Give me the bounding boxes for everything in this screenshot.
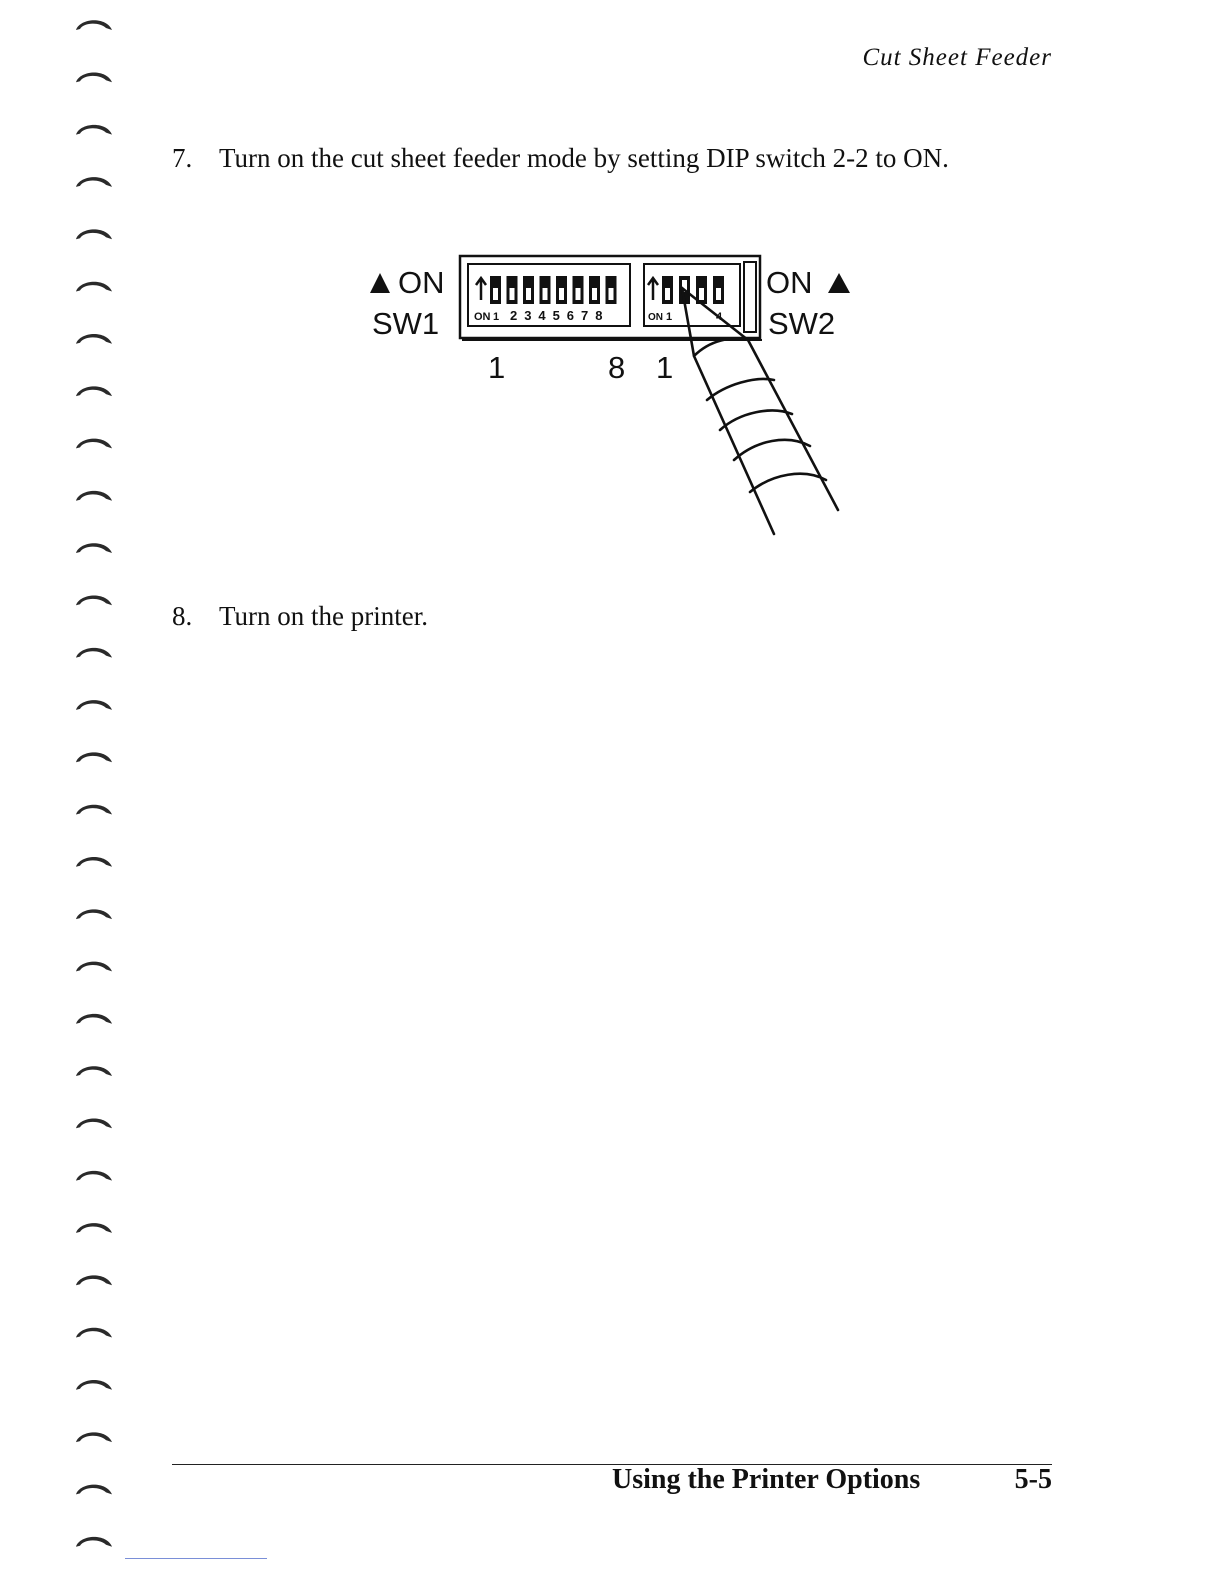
sw2-label: SW2 [768,306,836,341]
step-number: 7. [172,143,193,173]
binding-hole [76,700,112,710]
sw1-label: SW1 [372,306,440,341]
below-label-8: 8 [608,350,626,385]
binding-hole [76,752,112,762]
sw1-number: 3 [524,308,532,323]
binding-hole [76,857,112,867]
binding-hole [76,177,112,187]
binding-hole [76,648,112,658]
binding-hole [76,125,112,135]
binding-hole [76,543,112,553]
below-label-1b: 1 [656,350,674,385]
page-number: 5-5 [1014,1464,1052,1495]
binding-hole [76,282,112,292]
binding-hole [76,334,112,344]
sw2-number-4: 4 [716,311,723,323]
binding-hole [76,805,112,815]
dip-switch-illustration [360,248,880,548]
sw2-on-label: ON [766,265,813,300]
sw1-up-arrow-icon [476,278,486,300]
sw1-number: 1 [493,311,500,323]
footer-title: Using the Printer Options [612,1464,921,1495]
binding-hole [76,1328,112,1338]
sw1-number: 4 [538,308,546,323]
binding-hole [76,1223,112,1233]
binding-holes [70,0,120,1584]
binding-hole [76,229,112,239]
sw1-number: 6 [566,308,575,323]
running-header: Cut Sheet Feeder [862,44,1052,71]
binding-hole [76,1380,112,1390]
step-text: Turn on the cut sheet feeder mode by setting DIP switch 2-2 to ON. [219,143,949,173]
binding-hole [76,20,112,30]
sw1-on-arrow-icon [370,273,390,293]
binding-hole [76,491,112,501]
below-label-1: 1 [488,350,506,385]
sw1-number: 2 [510,308,518,323]
sw1-number: 7 [581,308,589,323]
binding-hole [76,1171,112,1181]
binding-hole [76,596,112,606]
step-7 [172,142,1032,212]
binding-hole [76,73,112,83]
sw1-on-mark: ON [474,311,491,323]
binding-hole [76,386,112,396]
binding-hole [76,1275,112,1285]
sw2-on-mark: ON [648,312,663,323]
binding-hole [76,1485,112,1495]
step-8 [172,600,672,640]
sw2-up-arrow-icon [648,278,658,300]
sw2-number-1: 1 [666,311,673,323]
sw1-number: 5 [552,308,560,323]
binding-hole [76,1119,112,1129]
sw1-on-label: ON [398,265,445,300]
binding-hole [76,1537,112,1547]
sw1-number: 8 [595,308,603,323]
binding-hole [76,962,112,972]
step-number: 8. [172,601,193,631]
binding-hole [76,1432,112,1442]
step-text: Turn on the printer. [219,601,428,631]
binding-hole [76,1014,112,1024]
sw2-on-arrow-icon [828,273,850,293]
binding-hole [76,909,112,919]
binding-hole [76,1066,112,1076]
bottom-edge-line [125,1558,267,1559]
binding-hole [76,439,112,449]
